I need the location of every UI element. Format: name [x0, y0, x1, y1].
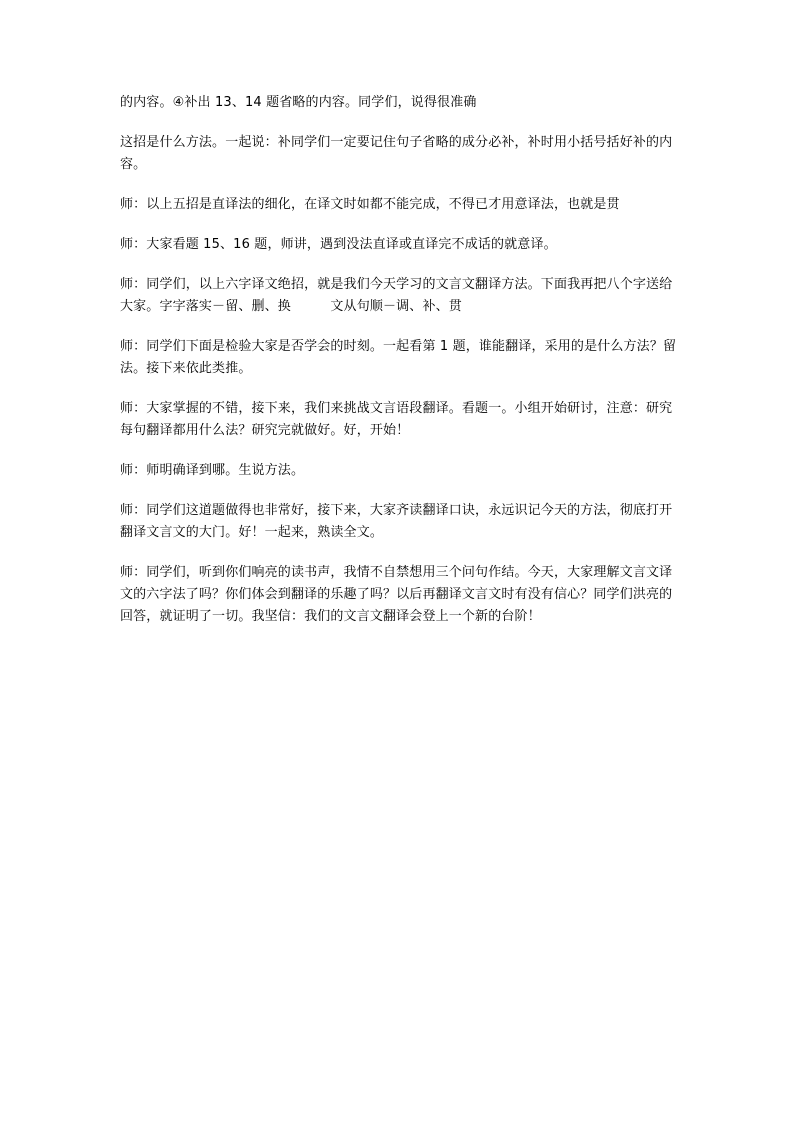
paragraph-3: 师：以上五招是直译法的细化，在译文时如都不能完成，不得已才用意译法，也就是贯 — [120, 197, 620, 212]
paragraph-2: 这招是什么方法。一起说：补同学们一定要记住句子省略的成分必补，补时用小括号括好补的内容。 — [120, 135, 673, 172]
paragraph-4: 师：大家看题 15、16 题，师讲，遇到没法直译或直译完不成话的就意译。 — [120, 237, 557, 252]
paragraph-8: 师：师明确译到哪。生说方法。 — [120, 463, 305, 478]
paragraph-6: 师：同学们下面是检验大家是否学会的时刻。一起看第 1 题，谁能翻译，采用的是什么方法？留法。接下来依此类推。 — [120, 339, 677, 376]
document-page — [120, 92, 680, 646]
paragraph-5: 师：同学们，以上六字译文绝招，就是我们今天学习的文言文翻译方法。下面我再把八个字送给大家。字字落实－留、删、换 文从句顺－调、补、贯 — [120, 277, 673, 314]
paragraph-7: 师：大家掌握的不错，接下来，我们来挑战文言语段翻译。看题一。小组开始研讨，注意：研究每句翻译都用什么法？研究完就做好。好，开始！ — [120, 401, 673, 438]
paragraph-9: 师：同学们这道题做得也非常好，接下来，大家齐读翻译口诀，永远识记今天的方法，彻底打开翻译文言文的大门。好！一起来，熟读全文。 — [120, 503, 673, 540]
paragraph-10: 师：同学们，听到你们响亮的读书声，我情不自禁想用三个问句作结。今天，大家理解文言文译文的六字法了吗？你们体会到翻译的乐趣了吗？以后再翻译文言文时有没有信心？同学们洪亮的回答，就证明了一切。我坚信：我们的文言文翻译会登上一个新的台阶！ — [120, 565, 673, 624]
paragraph-1: 的内容。④补出 13、14 题省略的内容。同学们，说得很准确 — [120, 95, 477, 110]
